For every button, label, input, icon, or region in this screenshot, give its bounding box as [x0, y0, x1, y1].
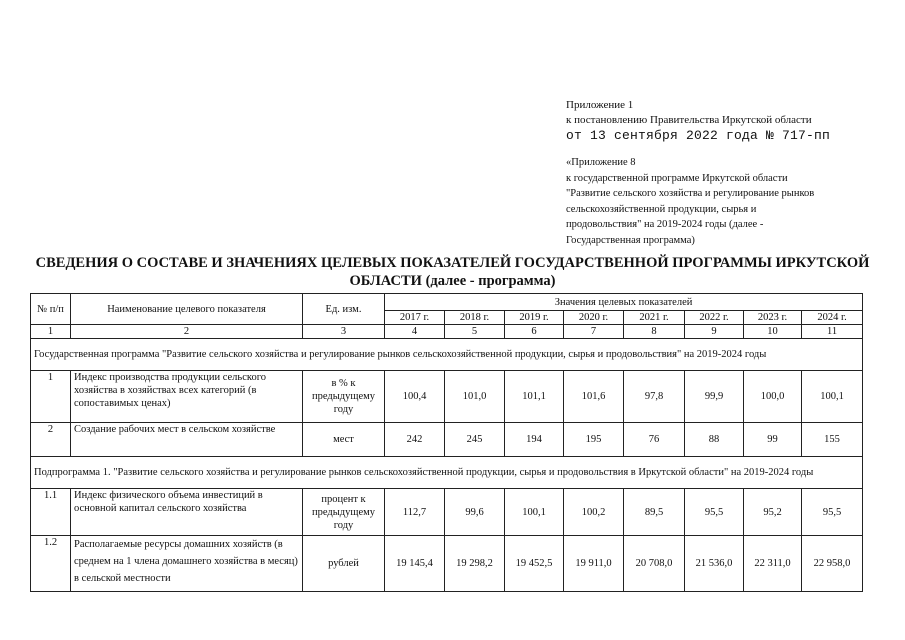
value-cell: 101,1 — [505, 371, 564, 423]
table-row — [31, 536, 863, 592]
value-cell: 100,4 — [385, 371, 445, 423]
column-number: 7 — [564, 325, 624, 339]
value-cell: 99,6 — [445, 489, 505, 536]
year-header: 2021 г. — [624, 311, 685, 325]
year-header: 2018 г. — [445, 311, 505, 325]
row-number: 1.2 — [31, 536, 71, 592]
row-number: 1.1 — [31, 489, 71, 536]
value-cell: 100,1 — [802, 371, 863, 423]
value-cell: 99 — [744, 423, 802, 457]
value-cell: 21 536,0 — [685, 536, 744, 592]
appendix-8-line-4: сельскохозяйственной продукции, сырья и — [566, 203, 757, 215]
value-cell: 19 911,0 — [564, 536, 624, 592]
year-header: 2024 г. — [802, 311, 863, 325]
indicator-name: Создание рабочих мест в сельском хозяйстве — [71, 423, 303, 457]
value-cell: 97,8 — [624, 371, 685, 423]
appendix-8-line-2: к государственной программе Иркутской области — [566, 172, 788, 184]
year-header: 2022 г. — [685, 311, 744, 325]
appendix-1-header — [566, 98, 830, 143]
appendix-8-title: «Приложение 8 — [566, 157, 636, 168]
column-number: 3 — [303, 325, 385, 339]
column-number: 11 — [802, 325, 863, 339]
value-cell: 19 145,4 — [385, 536, 445, 592]
appendix-8-header — [566, 155, 866, 248]
column-number: 2 — [71, 325, 303, 339]
appendix-8-line-3: "Развитие сельского хозяйства и регулирование рынков — [566, 188, 815, 199]
indicator-name: Индекс физического объема инвестиций в основной капитал сельского хозяйства — [71, 489, 303, 536]
value-cell: 101,6 — [564, 371, 624, 423]
table-row — [31, 489, 863, 536]
indicator-unit: рублей — [303, 536, 385, 592]
value-cell: 101,0 — [445, 371, 505, 423]
value-cell: 20 708,0 — [624, 536, 685, 592]
indicator-name: Располагаемые ресурсы домашних хозяйств (в среднем на 1 члена домашнего хозяйства в месяц) в сельской местности — [71, 536, 303, 592]
year-header: 2017 г. — [385, 311, 445, 325]
header-unit: Ед. изм. — [303, 294, 385, 325]
section-subprogram-1: Подпрограмма 1. "Развитие сельского хозяйства и регулирование рынков сельскохозяйственной продукции, сырья и продовольствия в Иркутской области" на 2019-2024 годы — [31, 457, 863, 489]
indicator-unit: в % к предыдущему году — [303, 371, 385, 423]
value-cell: 95,5 — [802, 489, 863, 536]
value-cell: 100,2 — [564, 489, 624, 536]
value-cell: 19 452,5 — [505, 536, 564, 592]
value-cell: 76 — [624, 423, 685, 457]
section-state-program: Государственная программа "Развитие сельского хозяйства и регулирование рынков сельскохозяйственной продукции, сырья и продовольствия" на 2019-2024 годы — [31, 339, 863, 371]
column-number: 8 — [624, 325, 685, 339]
row-number: 1 — [31, 371, 71, 423]
value-cell: 195 — [564, 423, 624, 457]
section-row — [31, 457, 863, 489]
column-number: 9 — [685, 325, 744, 339]
resolution-date: от 13 сентября 2022 года № 717-пп — [566, 128, 831, 143]
value-cell: 89,5 — [624, 489, 685, 536]
table-row — [31, 371, 863, 423]
value-cell: 95,5 — [685, 489, 744, 536]
column-number: 6 — [505, 325, 564, 339]
table-row — [31, 423, 863, 457]
header-values: Значения целевых показателей — [385, 294, 863, 311]
value-cell: 100,1 — [505, 489, 564, 536]
value-cell: 99,9 — [685, 371, 744, 423]
column-number: 10 — [744, 325, 802, 339]
header-number: № п/п — [31, 294, 71, 325]
year-header: 2023 г. — [744, 311, 802, 325]
column-number: 5 — [445, 325, 505, 339]
appendix-8-line-6: Государственная программа) — [566, 234, 695, 246]
appendix-1-reference: к постановлению Правительства Иркутской области — [566, 114, 812, 126]
appendix-1-title: Приложение 1 — [566, 99, 634, 111]
column-number: 4 — [385, 325, 445, 339]
indicator-name: Индекс производства продукции сельского хозяйства в хозяйствах всех категорий (в сопоставимых ценах) — [71, 371, 303, 423]
indicator-unit: процент к предыдущему году — [303, 489, 385, 536]
value-cell: 95,2 — [744, 489, 802, 536]
value-cell: 242 — [385, 423, 445, 457]
value-cell: 112,7 — [385, 489, 445, 536]
value-cell: 245 — [445, 423, 505, 457]
year-header: 2019 г. — [505, 311, 564, 325]
value-cell: 155 — [802, 423, 863, 457]
appendix-8-line-5: продовольствия" на 2019-2024 годы (далее - — [566, 219, 764, 230]
indicator-unit: мест — [303, 423, 385, 457]
value-cell: 100,0 — [744, 371, 802, 423]
document-title-line-1: СВЕДЕНИЯ О СОСТАВЕ И ЗНАЧЕНИЯХ ЦЕЛЕВЫХ ПОКАЗАТЕЛЕЙ ГОСУДАРСТВЕННОЙ ПРОГРАММЫ ИРКУТСКОЙ — [35, 255, 870, 271]
value-cell: 22 958,0 — [802, 536, 863, 592]
document-title-line-2: ОБЛАСТИ (далее - программа) — [349, 273, 556, 289]
value-cell: 19 298,2 — [445, 536, 505, 592]
indicators-table — [30, 293, 863, 592]
value-cell: 22 311,0 — [744, 536, 802, 592]
value-cell: 88 — [685, 423, 744, 457]
header-indicator-name: Наименование целевого показателя — [71, 294, 303, 325]
section-row — [31, 339, 863, 371]
column-number: 1 — [31, 325, 71, 339]
year-header: 2020 г. — [564, 311, 624, 325]
value-cell: 194 — [505, 423, 564, 457]
row-number: 2 — [31, 423, 71, 457]
document-title — [30, 254, 875, 290]
